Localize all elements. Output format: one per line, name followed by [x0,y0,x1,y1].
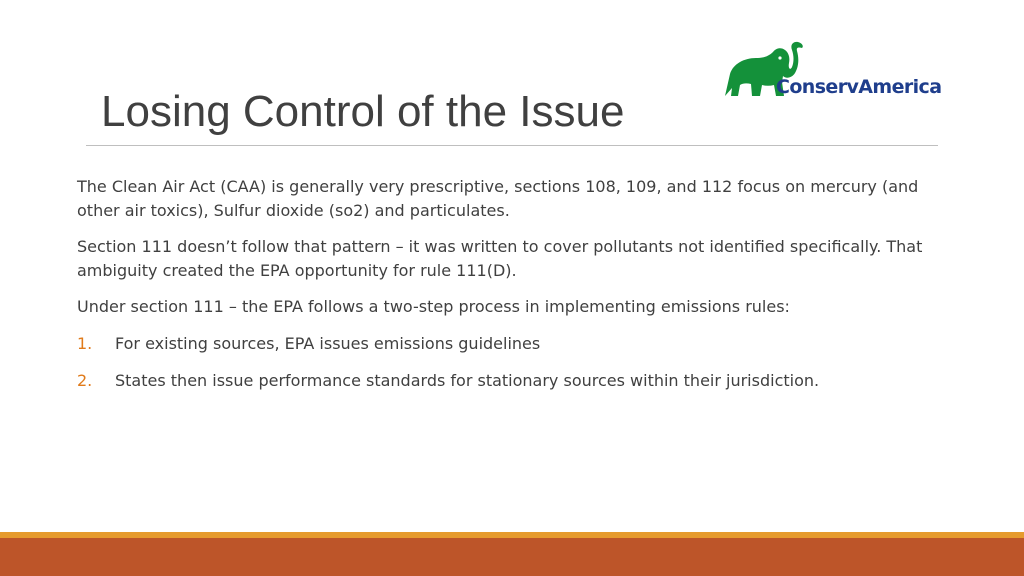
list-item [77,332,947,356]
logo-wordmark: ConservAmerica [776,76,942,98]
body-paragraph-1: The Clean Air Act (CAA) is generally very prescriptive, sections 108, 109, and 112 focus on mercury (and other air toxics), Sulfur dioxide (so2) and particulates. [77,177,919,220]
conservamerica-logo [720,36,942,106]
list-item-text: For existing sources, EPA issues emissions guidelines [115,333,541,353]
body-paragraph-2: Section 111 doesn’t follow that pattern – it was written to cover pollutants not identified specifically. That ambiguity created the EPA opportunity for rule 111(D). [77,237,923,280]
slide-body [77,175,947,407]
slide-title: Losing Control of the Issue [101,87,625,136]
body-paragraph-3: Under section 111 – the EPA follows a two-step process in implementing emissions rules: [77,297,790,316]
list-number: 1. [77,333,93,353]
footer-band [0,538,1024,576]
list-item-text: States then issue performance standards for stationary sources within their jurisdiction. [115,371,820,390]
title-divider [86,145,938,146]
numbered-list [77,332,947,393]
list-item [77,369,947,393]
list-number: 2. [77,371,93,390]
